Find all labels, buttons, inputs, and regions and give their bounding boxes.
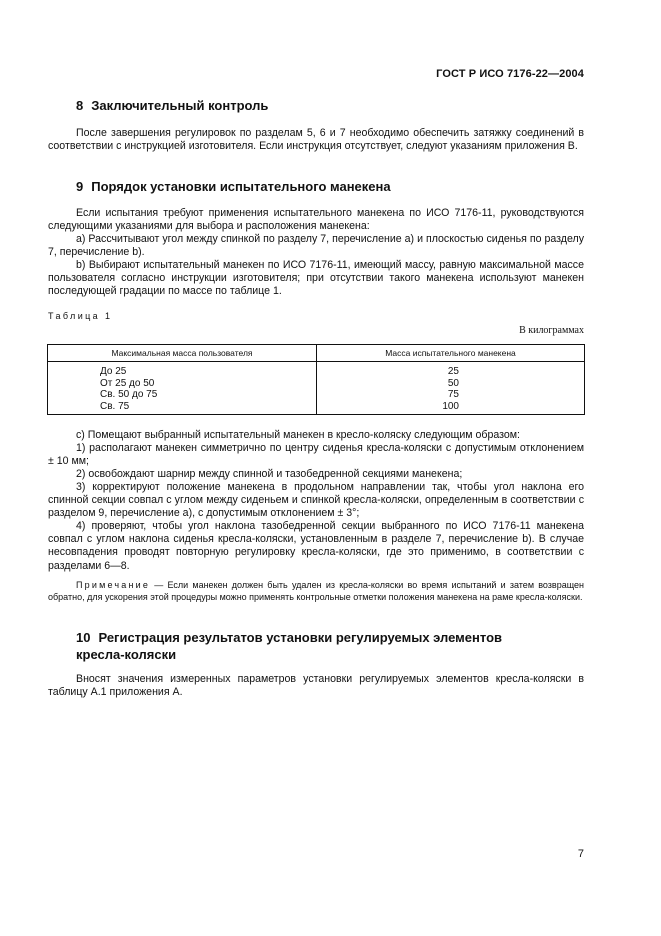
section-title-continuation: кресла-коляски [76, 647, 177, 662]
section-9-subitem-4: 4) проверяют, чтобы угол наклона тазобедренной секции выбранного по ИСО 7176-11 манекена совпал с углом наклона сиденья кресла-коляски, установленным в разделе 7, перечисление b). В случае несовпадения проводят повторную регулировку кресла-коляски, где это применимо, в соответствии с разделами 6—8. [48, 520, 584, 572]
section-title: Порядок установки испытательного манекена [91, 179, 391, 194]
table-label: Таблица 1 [48, 311, 113, 321]
document-header: ГОСТ Р ИСО 7176-22—2004 [436, 68, 584, 80]
section-9-item-c: c) Помещают выбранный испытательный манекен в кресло-коляску следующим образом: [76, 429, 520, 441]
section-9-heading [76, 178, 391, 195]
section-10-paragraph: Вносят значения измеренных параметров установки регулируемых элементов кресла-коляски в таблицу А.1 приложения А. [48, 673, 584, 699]
section-number: 10 [76, 630, 91, 645]
dummy-mass-cell: 50 [317, 378, 585, 390]
max-mass-cell: До 25 [48, 362, 317, 378]
table-row [48, 401, 585, 415]
section-8-paragraph: После завершения регулировок по разделам 5, 6 и 7 необходимо обеспечить затяжку соединений в соответствии с инструкцией изготовителя. Если инструкция отсутствует, следуют указаниям приложения В. [48, 127, 584, 153]
table-header-dummy-mass: Масса испытательного манекена [317, 345, 585, 362]
section-9-item-a: a) Рассчитывают угол между спинкой по разделу 7, перечисление a) и плоскостью сиденья по разделу 7, перечисление b). [48, 233, 584, 259]
note [48, 580, 584, 603]
section-number: 9 [76, 179, 84, 194]
section-9-intro: Если испытания требуют применения испытательного манекена по ИСО 7176-11, руководствуются следующими указаниями для выбора и расположения манекена: [48, 207, 584, 233]
section-title: Регистрация результатов установки регулируемых элементов [98, 630, 503, 645]
section-9-subitem-3: 3) корректируют положение манекена в продольном направлении так, чтобы угол наклона его спинной секции совпал с углом между сиденьем и спинкой кресла-коляски, определенным в соответствии с разделом 9, перечисление a), с допустимым отклонением ± 3°; [48, 481, 584, 520]
section-10-heading [76, 629, 502, 663]
dummy-mass-cell: 100 [317, 401, 585, 415]
note-text: — Если манекен должен быть удален из кресла-коляски во время испытаний и затем возвращен обратно, для ускорения этой процедуры можно применять контрольные отметки положения манекена на раме кресла-коляски. [48, 580, 584, 602]
section-number: 8 [76, 98, 84, 113]
max-mass-cell: От 25 до 50 [48, 378, 317, 390]
page-number: 7 [577, 848, 584, 860]
mass-table [47, 344, 585, 415]
note-label: Примечание [76, 580, 151, 590]
table-row [48, 378, 585, 390]
dummy-mass-cell: 25 [317, 362, 585, 378]
section-9-subitem-2: 2) освобождают шарнир между спинной и тазобедренной секциями манекена; [76, 468, 463, 480]
section-9-item-b: b) Выбирают испытательный манекен по ИСО 7176-11, имеющий массу, равную максимальной массе пользователя согласно инструкции изготовителя; при отсутствии такого манекена используют манекен последующей градации по массе по таблице 1. [48, 259, 584, 298]
section-title: Заключительный контроль [91, 98, 269, 113]
section-8-heading [76, 97, 268, 114]
max-mass-cell: Св. 50 до 75 [48, 389, 317, 401]
table-row [48, 389, 585, 401]
max-mass-cell: Св. 75 [48, 401, 317, 415]
dummy-mass-cell: 75 [317, 389, 585, 401]
table-units: В килограммах [519, 325, 584, 336]
table-header-max-mass: Максимальная масса пользователя [48, 345, 317, 362]
section-9-subitem-1: 1) располагают манекен симметрично по центру сиденья кресла-коляски с допустимым отклонением ± 10 мм; [48, 442, 584, 468]
table-row [48, 362, 585, 378]
